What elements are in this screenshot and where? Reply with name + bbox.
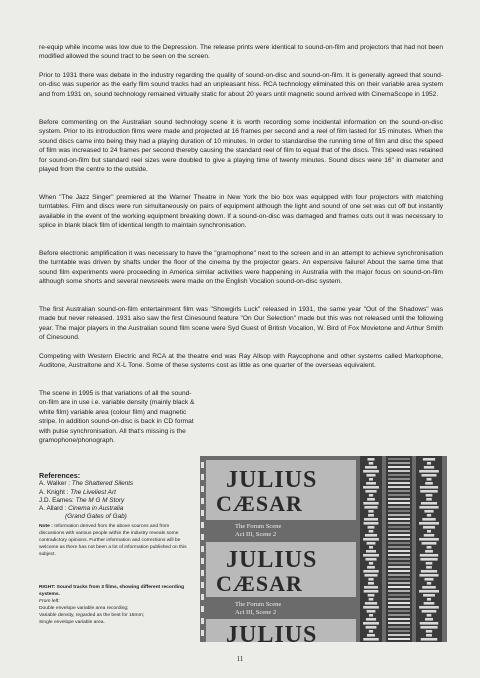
sound-track-mark [388, 466, 410, 468]
sound-track-mark [388, 494, 410, 496]
sound-track-mark [388, 606, 410, 608]
sound-track-mark [388, 458, 410, 460]
sound-track-mark [424, 466, 434, 469]
sound-track-mark [388, 554, 410, 556]
sound-track-mark [363, 638, 378, 641]
film-frame [206, 542, 356, 597]
sound-track-mark [427, 514, 431, 517]
sound-track-mark [427, 598, 431, 601]
sound-track-mark [388, 542, 410, 544]
sound-track-mark [363, 554, 379, 557]
sound-track-mark [419, 470, 439, 473]
sprocket-hole [201, 606, 204, 612]
sound-track-mark [369, 562, 373, 565]
sound-track-mark [419, 506, 438, 509]
sound-track-mark [367, 566, 375, 569]
sound-track-mark [365, 466, 377, 469]
figure-caption [39, 585, 195, 626]
sound-track-mark [424, 534, 435, 537]
sound-track-mark [423, 458, 435, 461]
sound-track-mark [367, 458, 374, 461]
sound-track-mark [369, 630, 373, 633]
sound-track-mark [420, 490, 437, 493]
sound-track-mark [422, 518, 435, 521]
sound-track-mark [388, 490, 410, 492]
sound-track-mark [421, 638, 437, 641]
sound-track-mark [427, 546, 432, 549]
frame-subtitle: Act III, Scene 2 [235, 609, 277, 616]
sound-track-mark [368, 578, 373, 581]
sprocket-hole [201, 594, 204, 600]
sound-track-mark [388, 630, 410, 632]
sound-track-mark [367, 634, 375, 637]
sprocket-hole [201, 534, 204, 540]
frame-subtitle: The Forum Scene [235, 523, 282, 530]
paragraph-scene-1995: The scene in 1995 is that variations of all the sound-on-film are in use i.e. variable density (mainly black & white film) variable area (colour film) and magnetic stripe. In addition sound-on-disc is back in CD format with pulse synchronisation. All that's missing is the gramophone/phonograph. [39, 390, 195, 445]
frame-title-line2: CÆSAR [216, 491, 303, 516]
sound-track-mark [420, 622, 439, 625]
film-frame [206, 619, 356, 642]
sound-track-mark [388, 538, 410, 540]
sound-track-mark [364, 522, 379, 525]
paragraph-competing: Competing with Western Electric and RCA at the theatre end was Ray Allsop with Raycophone and other systems called Markophone, Auditone, Australtone and X-L Tone. Some of these systems cost as little as one quarter of the overseas equivalent. [39, 353, 443, 370]
sound-track-mark [427, 614, 432, 617]
sound-track-mark [363, 622, 379, 625]
sound-track-mark [388, 594, 410, 596]
sound-track-mark [368, 514, 374, 517]
sound-track-mark [426, 566, 432, 569]
sound-track-mark [420, 558, 437, 561]
sound-track-mark [363, 570, 378, 573]
film-strip-figure [200, 456, 447, 642]
sound-track-mark [388, 618, 410, 620]
reference-item: A. Walker : The Shattered Silents [39, 480, 134, 488]
sound-track-mark [365, 602, 377, 605]
sound-track-mark [422, 586, 436, 589]
film-strip-illustration [200, 456, 447, 642]
sound-track-mark [388, 470, 410, 472]
sound-track-mark [388, 474, 410, 476]
sound-track-mark [421, 502, 437, 505]
sprocket-hole [201, 462, 204, 468]
sprocket-hole [201, 618, 204, 624]
sound-track-mark [421, 474, 436, 477]
sound-track-mark [369, 494, 373, 497]
sound-track-mark [388, 486, 410, 488]
sound-track-mark [388, 586, 410, 588]
sound-track-mark [420, 486, 438, 489]
sound-track-mark [388, 598, 410, 600]
sound-track-mark [425, 578, 434, 581]
sound-track-mark [367, 610, 376, 613]
reference-item: (Grand Gates of Gab) [65, 513, 127, 521]
sprocket-hole [201, 498, 204, 504]
sound-track-mark [388, 570, 410, 572]
sound-track-mark [388, 638, 410, 640]
sound-track-mark [424, 602, 435, 605]
frame-title-line1: JULIUS [226, 622, 318, 642]
sprocket-hole [201, 546, 204, 552]
sound-track-mark [388, 602, 410, 604]
film-frame [206, 460, 356, 520]
caption-line: Double envelope variable area recording; [39, 605, 129, 611]
sound-track-mark [363, 502, 378, 505]
sound-track-mark [365, 490, 376, 493]
sound-track-mark [388, 578, 410, 580]
sound-track-mark [422, 542, 437, 545]
sound-track-mark [388, 546, 410, 548]
sound-track-mark [363, 606, 379, 609]
sound-track-mark [419, 538, 439, 541]
sound-track-mark [388, 574, 410, 576]
page-number: 11 [236, 655, 244, 663]
sound-track-mark [388, 530, 410, 532]
sound-track-mark [369, 614, 373, 617]
sound-track-mark [420, 626, 437, 629]
sound-track-mark [368, 582, 374, 585]
sound-track-mark [424, 510, 433, 513]
paragraph-jazz-singer: When "The Jazz Singer" premiered at the Warner Theatre in New York the bio box was equipped with four projectors with matching turntables. Film and discs were run simultaneously on pairs of equipment although the light and sound of one set was cut off but instantly available in the event of the working equipment breaking down. If a sound-on-disc was damaged and frames cuts out it was necessary to splice in blank black film of identical length to maintain synchronisation. [39, 194, 443, 230]
frame-title-line1: JULIUS [226, 547, 318, 573]
reference-item: J.D. Eames: The M G M Story [39, 496, 125, 504]
sound-track-mark [388, 562, 410, 564]
sound-track-mark [369, 462, 374, 465]
paragraph-debate: Prior to 1931 there was debate in the industry regarding the quality of sound-on-disc and sound-on-film. It is generally agreed that sound-on-disc was superior as the early film sound tracks had an unpleasant hiss. RCA technology eliminated this on their variable area system and from 1931 on, sound technology remained virtually static for about 20 years until magnetic sound arrived with CinemaScope in 1952. [39, 72, 443, 98]
sound-track-mark [369, 546, 373, 549]
sound-track-mark [366, 618, 376, 621]
paragraph-disc-system: Before commenting on the Australian sound technology scene it is worth recording some incidental information on the sound-on-disc system. Prior to its introduction films were made and projected at 16 frames per second and a reel of film lasted for 15 minutes. When the sound discs came into being they had a playing duration of 10 minutes. In order to standardise the running time of film and disc the speed of film was increased to 24 frames per second thereby causing the standard reel of film to equal that of the discs. This speed was retained for sound-on-film but standard reel sizes were doubled to give a playing time of twenty minutes. Sound discs were 16" in diameter and played from the centre to the outside. [39, 119, 443, 174]
caption-line: Single envelope variable area. [39, 619, 105, 625]
sound-track-mark [425, 482, 433, 485]
sound-track-mark [363, 470, 379, 473]
sound-track-mark [426, 498, 432, 501]
references-title: References: [39, 471, 81, 480]
sound-track-mark [369, 598, 374, 601]
sound-track-mark [419, 590, 439, 593]
sound-track-mark [427, 462, 431, 465]
sound-track-mark [388, 502, 410, 504]
sprocket-hole [201, 522, 204, 528]
sound-track-mark [366, 626, 377, 629]
sound-track-mark [421, 570, 437, 573]
sound-track-mark [388, 518, 410, 520]
sound-track-mark [364, 586, 378, 589]
frame-subtitle: Act III, Scene 2 [235, 531, 277, 538]
sound-track-mark [369, 530, 374, 533]
sound-track-mark [388, 514, 410, 516]
sprocket-hole [201, 630, 204, 636]
sound-track-mark [388, 506, 410, 508]
sound-track-mark [364, 518, 378, 521]
sound-track-mark [388, 582, 410, 584]
sound-track-mark [388, 550, 410, 552]
sound-track-mark [388, 482, 410, 484]
sound-track-mark [368, 526, 375, 529]
sound-track-mark [388, 622, 410, 624]
sound-track-mark [425, 550, 433, 553]
sound-track-mark [388, 614, 410, 616]
sound-track-mark [427, 530, 431, 533]
sound-track-mark [420, 554, 438, 557]
sprocket-hole [201, 510, 204, 516]
sound-track-mark [426, 630, 432, 633]
sound-track-mark [426, 562, 433, 565]
caption-line: From left: [39, 598, 60, 604]
note-paragraph: Note : Information derived from the above sources and from discussions with various people within the industry reveals some contradictory opinions. Further information and corrections will be welcome as there has not been a lot of information published on this subject. [39, 524, 187, 557]
sound-track-mark [388, 558, 410, 560]
sound-track-mark [388, 478, 410, 480]
sound-track-mark [388, 462, 410, 464]
caption-line: Variable density, regarded as the best for 16mm; [39, 612, 145, 618]
sound-track-mark [426, 494, 433, 497]
sound-track-mark [388, 510, 410, 512]
sound-track-mark [366, 550, 376, 553]
sound-track-mark [423, 594, 435, 597]
sound-track-mark [427, 582, 431, 585]
sound-track-mark [388, 566, 410, 568]
sound-track-mark [419, 574, 438, 577]
sound-track-mark [365, 558, 376, 561]
sound-track-mark [388, 634, 410, 636]
sound-track-mark [423, 526, 435, 529]
paragraph-amplification: Before electronic amplification it was necessary to have the "gramophone" next to the screen and in an attempt to achieve synchronisation the turntable was driven by shafts under the floor of the cinema by the projector gears. An expensive failure! About the same time that sound film experiments were proceeding in America similar activities were happening in Australia with the major focus on sound-on-film although some shorts and several newsreels were made on the English Vocalion sound-on-disc system. [39, 250, 443, 286]
sound-track-mark [388, 522, 410, 524]
sound-track-mark [365, 534, 377, 537]
sound-track-mark [366, 474, 375, 477]
sound-track-mark [363, 486, 379, 489]
frame-title-line2: CÆSAR [216, 571, 303, 596]
sound-track-mark [364, 506, 377, 509]
sound-track-mark [369, 478, 373, 481]
paragraph-depression: re-equip while income was low due to the Depression. The release prints were identical to sound-on-film and projectors that had not been modified allowed the sound tract to be seen on the screen. [39, 44, 443, 61]
reference-item: A. Allard : Cinema in Australia [39, 505, 124, 513]
sprocket-hole [201, 558, 204, 564]
sound-track-mark [368, 594, 375, 597]
caption-title: RIGHT: Sound tracks from 3 films, showing different recording systems. [39, 585, 185, 597]
reference-item: A. Knight : The Liveliest Art [39, 488, 116, 496]
sound-track-mark [426, 634, 432, 637]
sprocket-hole [201, 474, 204, 480]
sound-track-mark [388, 526, 410, 528]
sound-track-mark [388, 610, 410, 612]
sound-track-mark [388, 590, 410, 592]
sound-track-mark [388, 498, 410, 500]
frame-subtitle: The Forum Scene [235, 601, 282, 608]
frame-title-line1: JULIUS [226, 467, 318, 493]
sound-track-mark [367, 498, 375, 501]
sound-track-mark [364, 574, 377, 577]
sound-track-mark [363, 538, 379, 541]
sound-track-mark [422, 610, 437, 613]
sound-track-mark [368, 510, 373, 513]
sprocket-hole [201, 582, 204, 588]
sprocket-hole [201, 570, 204, 576]
sound-track-mark [419, 522, 439, 525]
references-block [39, 471, 195, 521]
sound-track-mark [388, 626, 410, 628]
sound-track-mark [364, 590, 379, 593]
sound-track-mark [425, 618, 433, 621]
sound-track-mark [388, 534, 410, 536]
paragraph-first-australian: The first Australian sound-on-film entertainment film was "Showgirls Luck" released in 1931, the same year "Out of the Shadows" was made but never released. 1931 also saw the first Cinesound feature "On Our Selection" made but this was not released until the following year. The major players in the Australian sound film scene were Syd Guest of British Vocalion, W. Bird of Fox Movietone and Arthur Smith of Cinesound. [39, 306, 443, 342]
sound-track-mark [367, 542, 376, 545]
sound-track-mark [419, 606, 439, 609]
sound-track-mark [427, 478, 432, 481]
sound-track-mark [366, 482, 376, 485]
sprocket-hole [201, 486, 204, 492]
